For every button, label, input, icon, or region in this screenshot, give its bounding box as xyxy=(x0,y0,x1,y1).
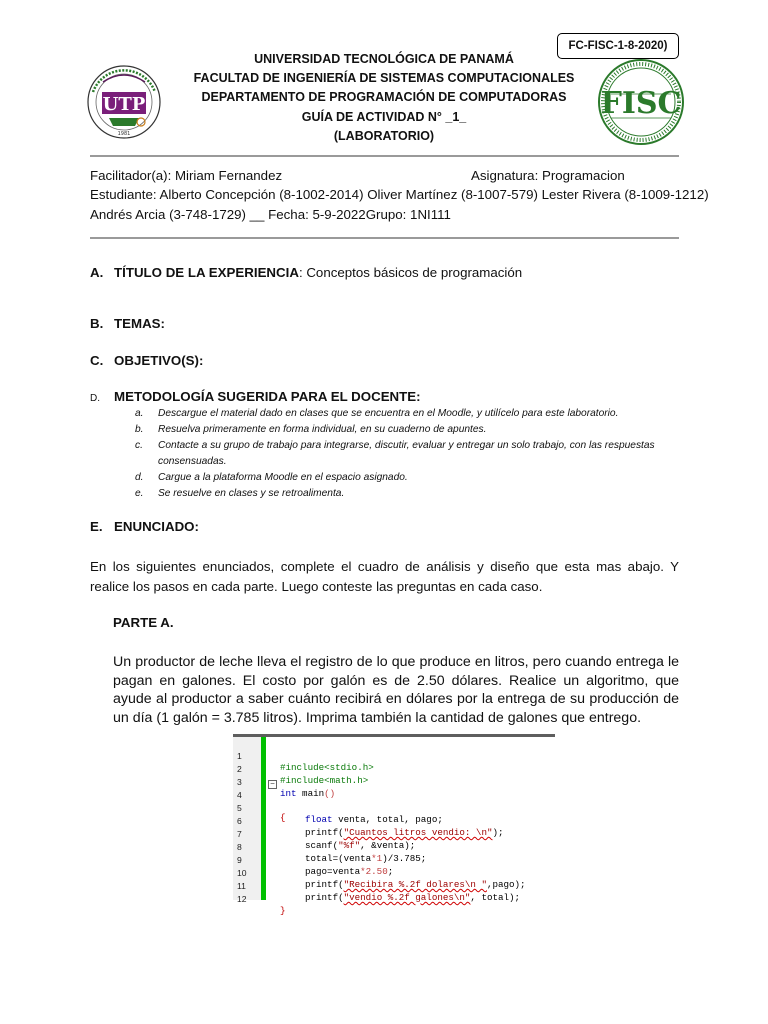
code-line: 5 float venta, total, pago; xyxy=(237,803,443,825)
university-name: UNIVERSIDAD TECNOLÓGICA DE PANAMÁ xyxy=(254,52,514,66)
section-c xyxy=(90,353,203,368)
section-d-title: METODOLOGÍA SUGERIDA PARA EL DOCENTE: xyxy=(114,389,421,404)
methodology-item: d. Cargue a la plataforma Moodle en el espacio asignado. xyxy=(135,472,408,483)
parte-a-paragraph: Un productor de leche lleva el registro de lo que produce en litros, pero cuando entrega le pagan en galones. El costo por galón es de 2.50 dólares. Realice un algoritmo, que ayude al productor a saber cuánto recibirá en dólares por la entrega de su producción de un día (1 galón = 3.785 litros). Imprima también la cantidad de galones que entrego. xyxy=(113,654,679,726)
section-b xyxy=(90,316,165,331)
methodology-item: a. Descargue el material dado en clases que se encuentra en el Moodle, y utilícelo para este laboratorio. xyxy=(135,408,619,419)
code-line: 9 pago=venta*2.50; xyxy=(237,855,394,877)
enunciado-paragraph: En los siguientes enunciados, complete el cuadro de análisis y diseño que esta mas abajo. Y realice los pasos en cada parte. Luego conteste las preguntas en cada caso. xyxy=(90,559,679,594)
section-c-letter: C. xyxy=(90,353,104,368)
fisc-logo xyxy=(597,58,685,146)
code-line: 6 printf("Cuantos litros vendio: \n"); xyxy=(237,816,504,838)
code-line: 2 #include<math.h> xyxy=(237,764,369,786)
section-e-title: ENUNCIADO: xyxy=(114,519,199,534)
faculty-name: FACULTAD DE INGENIERÍA DE SISTEMAS COMPUTACIONALES xyxy=(193,71,575,86)
section-e xyxy=(90,519,199,534)
activity-guide-number: GUÍA DE ACTIVIDAD N° _1_ xyxy=(301,109,467,124)
facilitator-line: Facilitador(a): Miriam Fernandez xyxy=(90,168,283,183)
methodology-list xyxy=(135,406,678,502)
section-d-letter: D. xyxy=(90,393,100,404)
section-a xyxy=(90,265,522,280)
students-date-group-line: Andrés Arcia (3-748-1729) __ Fecha: 5-9-2022Grupo: 1NI111 xyxy=(90,207,451,222)
header-divider xyxy=(90,155,679,157)
methodology-item: e. Se resuelve en clases y se retroalimenta. xyxy=(135,488,345,499)
section-d xyxy=(90,389,421,404)
utp-logo-letters: UTP xyxy=(102,94,146,115)
guide-type: (LABORATORIO) xyxy=(333,128,435,143)
department-name: DEPARTAMENTO DE PROGRAMACIÓN DE COMPUTADORAS xyxy=(201,90,567,105)
info-divider xyxy=(90,237,679,239)
section-b-title: TEMAS: xyxy=(114,316,165,331)
code-line: 10 printf("Recibira %.2f dolares\n ",pago); xyxy=(237,868,526,890)
code-line: 1 #include<stdio.h> xyxy=(237,751,374,773)
fisc-logo-letters: FISC xyxy=(600,86,682,121)
section-a-title: TÍTULO DE LA EXPERIENCIA xyxy=(114,265,299,280)
subject-line: Asignatura: Programacion xyxy=(471,168,625,183)
section-b-letter: B. xyxy=(90,316,104,331)
institution-header xyxy=(160,50,608,146)
methodology-item: c. Contacte a su grupo de trabajo para integrarse, discutir, evaluar y entregar un solo trabajo, con las respuestas consensuadas. xyxy=(135,440,655,467)
section-e-letter: E. xyxy=(90,519,103,534)
code-line: 11 printf("vendio %.2f galones\n", total); xyxy=(237,881,521,903)
methodology-item: b. Resuelva primeramente en forma individual, en su cuaderno de apuntes. xyxy=(135,424,487,435)
section-c-title: OBJETIVO(S): xyxy=(114,353,204,368)
form-code: FC-FISC-1-8-2020) xyxy=(568,40,668,52)
section-a-value: : Conceptos básicos de programación xyxy=(298,265,523,280)
code-line: 7 scanf("%f", &venta); xyxy=(237,829,416,851)
students-line: Estudiante: Alberto Concepción (8-1002-2014) Oliver Martínez (8-1007-579) Lester Rivera (8-1009-1212) xyxy=(90,187,709,202)
utp-logo-year: 1981 xyxy=(117,131,131,137)
code-line: 4 − { xyxy=(237,780,286,823)
code-line: 3 int main() xyxy=(237,777,336,799)
code-line: 8 total=(venta*1)/3.785; xyxy=(237,842,427,864)
code-line: 12 } xyxy=(237,894,286,916)
code-editor xyxy=(233,734,555,916)
section-a-letter: A. xyxy=(90,265,104,280)
utp-logo xyxy=(85,58,163,146)
fold-toggle-icon[interactable]: − xyxy=(268,780,277,789)
parte-a-title: PARTE A. xyxy=(113,615,174,630)
